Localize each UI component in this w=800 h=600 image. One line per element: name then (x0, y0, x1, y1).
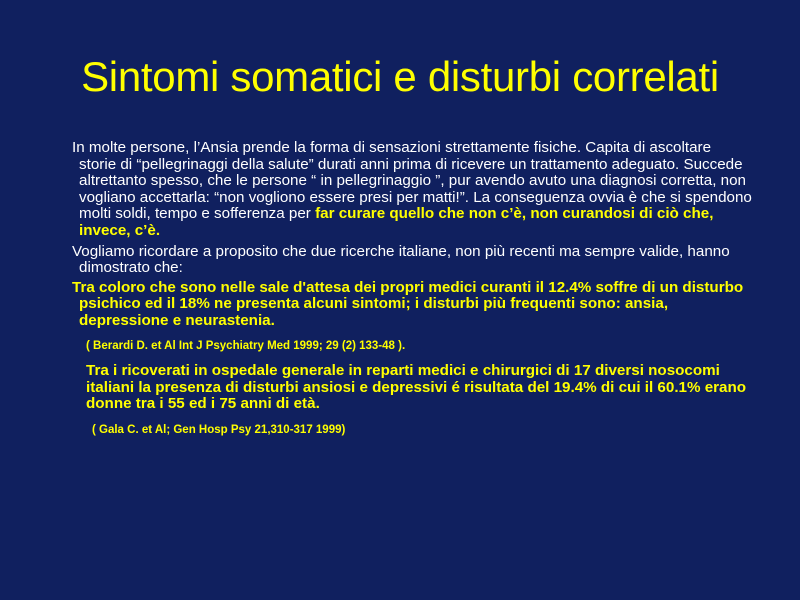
paragraph-anxiety-highlight: far curare quello che non c’è, non curandosi di ciò che, invece, c’è. (79, 205, 714, 239)
reference-2: ( Gala C. et Al; Gen Hosp Psy 21,310-317 1999) (92, 423, 346, 436)
slide-body (66, 140, 752, 439)
paragraph-research-intro: Vogliamo ricordare a proposito che due ricerche italiane, non più recenti ma sempre valide, hanno dimostrato che: (72, 242, 730, 277)
paragraph-anxiety-intro (66, 140, 752, 240)
paragraph-anxiety-intro-text: In molte persone, l’Ansia prende la forma di sensazioni strettamente fisiche. Capita di ascoltare storie di “pellegrinaggi della salute” durati anni prima di ricevere un trattamento adeguato. Succede altrettanto spesso, che le persone “ in pellegrinaggio ”, pur avendo avuto una diagnosi corretta, non vogliano accettarla: “non vogliono essere presi per matti!”. La conseguenza ovvia è che si spendono molti soldi, tempo e sofferenza per (72, 139, 752, 223)
paragraph-study-2: Tra i ricoverati in ospedale generale in reparti medici e chirurgici di 17 diversi nosocomi italiani la presenza di disturbi ansiosi e depressivi é risultata del 19.4% di cui il 60.1% erano donne tra i 55 ed i 75 anni di età. (86, 362, 747, 413)
reference-1: ( Berardi D. et Al Int J Psychiatry Med 1999; 29 (2) 133-48 ). (86, 339, 406, 352)
slide-title: Sintomi somatici e disturbi correlati (81, 53, 719, 100)
paragraph-study-1: Tra coloro che sono nelle sale d'attesa dei propri medici curanti il 12.4% soffre di un disturbo psichico ed il 18% ne presenta alcuni sintomi; i disturbi più frequenti sono: ansia, depressione e neurastenia. (72, 278, 744, 329)
